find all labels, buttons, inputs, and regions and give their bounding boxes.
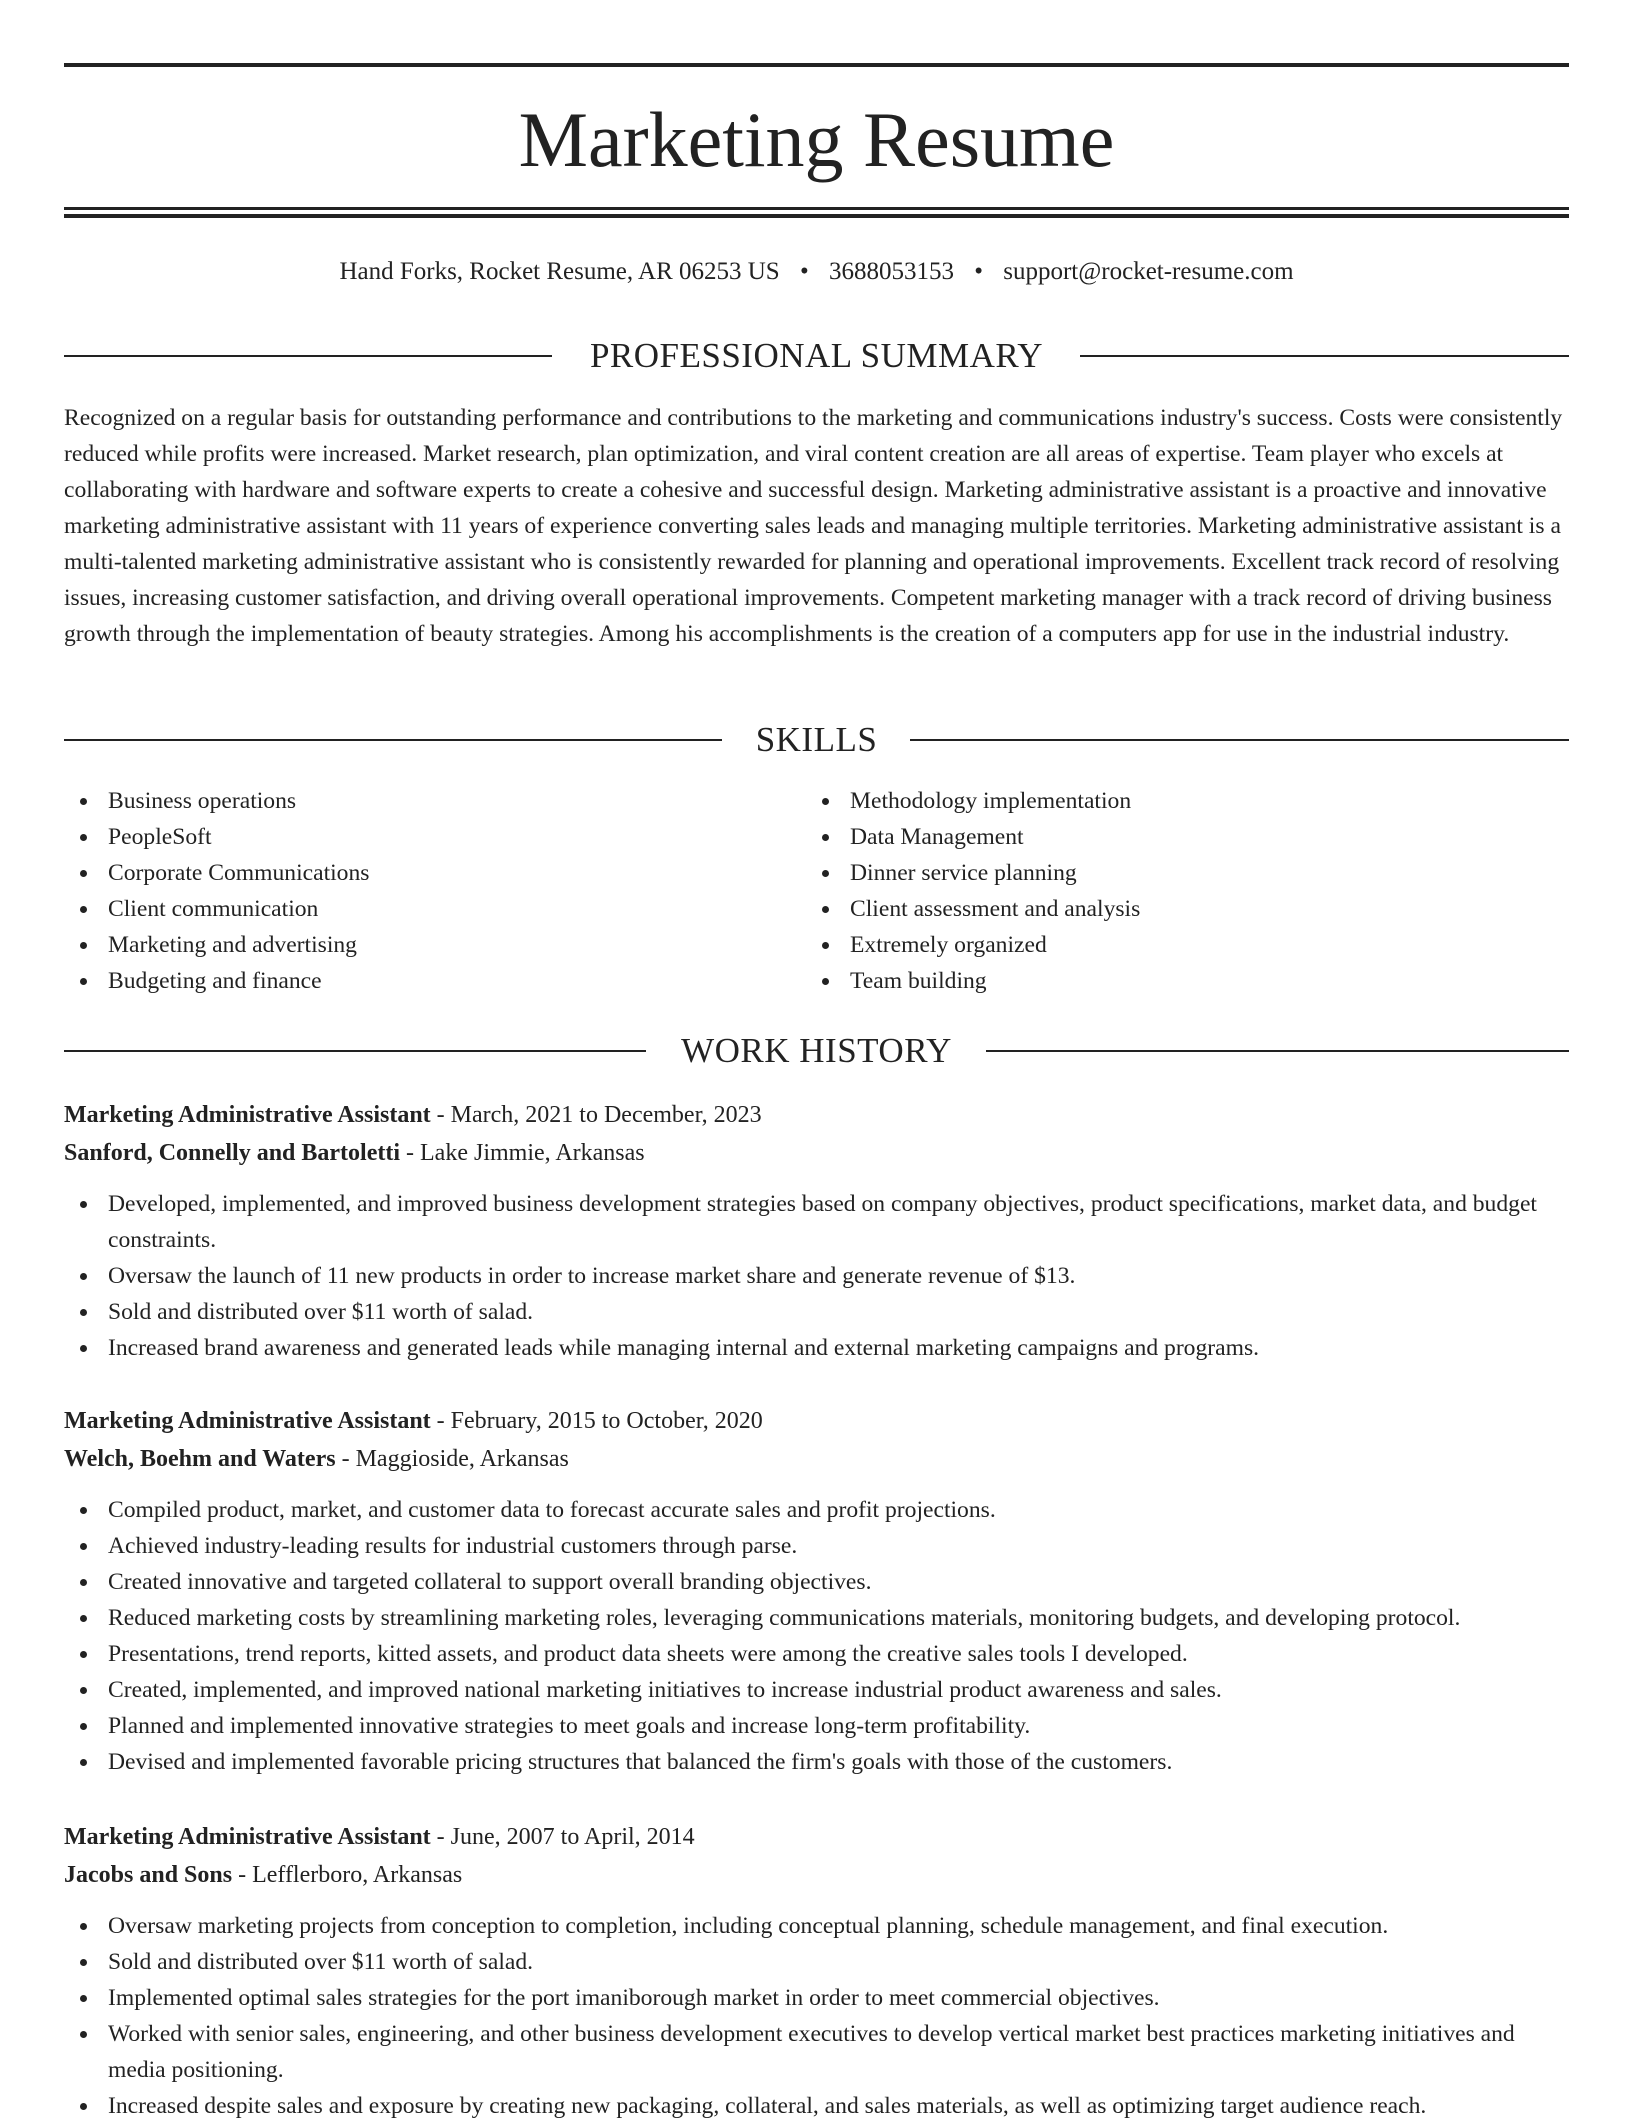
skills-heading-text: SKILLS (755, 720, 878, 759)
contact-separator: • (974, 258, 983, 285)
job-bullet: Sold and distributed over $11 worth of salad. (64, 1294, 1569, 1330)
job-company: Jacobs and Sons (64, 1862, 233, 1888)
heading-rule-right (986, 1050, 1569, 1052)
job-company: Welch, Boehm and Waters (64, 1446, 336, 1472)
contact-email: support@rocket-resume.com (1003, 258, 1294, 285)
skill-item: Methodology implementation (806, 783, 1506, 819)
skill-item: Data Management (806, 819, 1506, 855)
job-dates: - February, 2015 to October, 2020 (430, 1408, 763, 1434)
skill-item: Marketing and advertising (64, 927, 764, 963)
skill-item: Business operations (64, 783, 764, 819)
work-history-heading-text: WORK HISTORY (681, 1031, 952, 1070)
job-bullet: Reduced marketing costs by streamlining marketing roles, leveraging communications materials, monitoring budgets, and developing protocol. (64, 1600, 1569, 1636)
job-title-line (64, 1818, 1569, 1856)
skill-item: Budgeting and finance (64, 963, 764, 999)
summary-heading-text: PROFESSIONAL SUMMARY (589, 336, 1044, 375)
skills-column-right (806, 783, 1506, 999)
skill-item: Client assessment and analysis (806, 891, 1506, 927)
contact-phone: 3688053153 (828, 258, 954, 285)
job-bullet: Oversaw the launch of 11 new products in order to increase market share and generate revenue of $13. (64, 1258, 1569, 1294)
contact-address: Hand Forks, Rocket Resume, AR 06253 US (339, 258, 780, 285)
job-title: Marketing Administrative Assistant (64, 1824, 431, 1850)
job-title-line (64, 1096, 1569, 1134)
job-company-line (64, 1856, 1569, 1894)
skill-item: Dinner service planning (806, 855, 1506, 891)
job-title-line (64, 1402, 1569, 1440)
job-bullet: Planned and implemented innovative strategies to meet goals and increase long-term profitability. (64, 1708, 1569, 1744)
skill-item: Client communication (64, 891, 764, 927)
job-title: Marketing Administrative Assistant (64, 1102, 431, 1128)
contact-separator: • (799, 258, 809, 285)
skill-item: Corporate Communications (64, 855, 764, 891)
job-bullet: Presentations, trend reports, kitted assets, and product data sheets were among the creative sales tools I developed. (64, 1636, 1569, 1672)
job-bullet: Compiled product, market, and customer data to forecast accurate sales and profit projections. (64, 1492, 1569, 1528)
job-bullet: Sold and distributed over $11 worth of salad. (64, 1944, 1569, 1980)
job-title: Marketing Administrative Assistant (64, 1408, 431, 1434)
job-company-line (64, 1440, 1569, 1478)
job-dates: - March, 2021 to December, 2023 (430, 1102, 762, 1128)
resume-title: Marketing Resume (518, 96, 1115, 183)
job-entry (64, 1096, 1569, 1366)
job-entry (64, 1402, 1569, 1780)
heading-rule-right (1080, 355, 1569, 357)
contact-line (64, 254, 1569, 290)
job-location: - Maggioside, Arkansas (335, 1446, 569, 1472)
job-bullet: Implemented optimal sales strategies for the port imaniborough market in order to meet commercial objectives. (64, 1980, 1569, 2016)
skills-column-left (64, 783, 764, 999)
job-company-line (64, 1134, 1569, 1172)
top-rule (64, 63, 1569, 67)
job-bullet: Devised and implemented favorable pricing structures that balanced the firm's goals with those of the customers. (64, 1744, 1569, 1780)
job-bullet: Achieved industry-leading results for industrial customers through parse. (64, 1528, 1569, 1564)
job-location: - Lake Jimmie, Arkansas (400, 1140, 645, 1166)
job-bullets (64, 1492, 1569, 1780)
skill-item: PeopleSoft (64, 819, 764, 855)
job-company: Sanford, Connelly and Bartoletti (64, 1140, 401, 1166)
job-bullet: Worked with senior sales, engineering, and other business development executives to develop vertical market best practices marketing initiatives and media positioning. (64, 2016, 1569, 2088)
job-bullets (64, 1186, 1569, 1366)
job-bullet: Oversaw marketing projects from conception to completion, including conceptual planning, schedule management, and final execution. (64, 1908, 1569, 1944)
heading-rule-right (910, 739, 1569, 741)
summary-heading (64, 334, 1569, 378)
skills-heading (64, 718, 1569, 762)
job-bullets (64, 1908, 1569, 2124)
job-location: - Lefflerboro, Arkansas (232, 1862, 463, 1888)
skill-item: Team building (806, 963, 1506, 999)
job-entry (64, 1818, 1569, 2124)
skill-item: Extremely organized (806, 927, 1506, 963)
work-history-heading (64, 1029, 1569, 1073)
title-double-rule (64, 207, 1569, 218)
job-bullet: Created, implemented, and improved national marketing initiatives to increase industrial product awareness and sales. (64, 1672, 1569, 1708)
job-dates: - June, 2007 to April, 2014 (430, 1824, 695, 1850)
job-bullet: Created innovative and targeted collateral to support overall branding objectives. (64, 1564, 1569, 1600)
summary-text: Recognized on a regular basis for outstanding performance and contributions to the marketing and communications industry's success. Costs were consistently reduced while profits were increased. Market research, plan optimization, and viral content creation are all areas of expertise. Team player who excels at collaborating with hardware and software experts to create a cohesive and successful design. Marketing administrative assistant is a proactive and innovative marketing administrative assistant with 11 years of experience converting sales leads and managing multiple territories. Marketing administrative assistant is a multi-talented marketing administrative assistant who is consistently rewarded for planning and operational improvements. Excellent track record of resolving issues, increasing customer satisfaction, and driving overall operational improvements. Competent marketing manager with a track record of driving business growth through the implementation of beauty strategies. Among his accomplishments is the creation of a computers app for use in the industrial industry. (64, 405, 1563, 647)
job-bullet: Increased despite sales and exposure by creating new packaging, collateral, and sales materials, as well as optimizing target audience reach. (64, 2088, 1569, 2124)
job-bullet: Developed, implemented, and improved business development strategies based on company objectives, product specifications, market data, and budget constraints. (64, 1186, 1569, 1258)
job-bullet: Increased brand awareness and generated leads while managing internal and external marketing campaigns and programs. (64, 1330, 1569, 1366)
